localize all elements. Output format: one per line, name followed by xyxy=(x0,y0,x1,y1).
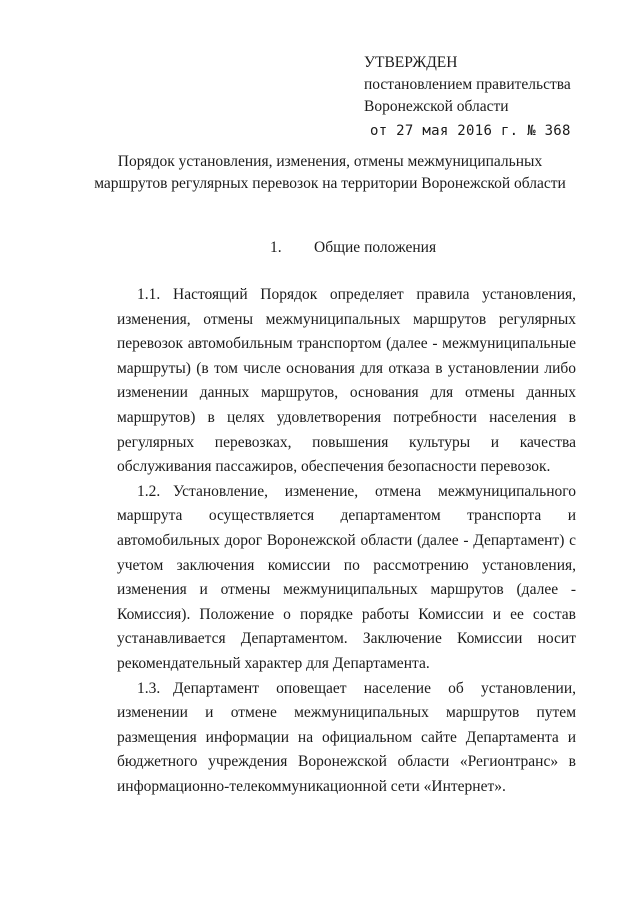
paragraph-number: 1.2. xyxy=(137,482,161,500)
paragraph-number: 1.3. xyxy=(137,679,161,697)
paragraph-1-2 xyxy=(117,480,576,677)
section-number: 1. xyxy=(270,239,282,256)
paragraph-text: Настоящий Порядок определяет правила установления, изменения, отмены межмуниципальных маршрутов регулярных перевозок автомобильным транспортом (далее - межмуниципальные маршруты) (в том числе основания для отказа в установлении либо изменении данных маршрутов, основания для отмены данных маршрутов) в целях удовлетворения потребности населения в регулярных перевозках, повышения культуры и качества обслуживания пассажиров, обеспечения безопасности перевозок. xyxy=(117,286,576,476)
paragraph-1-1 xyxy=(117,283,576,480)
section-heading xyxy=(270,237,436,259)
approval-block xyxy=(364,52,571,142)
paragraph-number: 1.1. xyxy=(137,286,161,303)
document-title: Порядок установления, изменения, отмены межмуниципальных маршрутов регулярных перевозок на территории Воронежской области xyxy=(94,153,566,192)
paragraph-text: Департамент оповещает население об установлении, изменении и отмене межмуниципальных маршрутов путем размещения информации на официальном сайте Департамента и бюджетного учреждения Воронежской области «Регионтранс» в информационно-телекоммуникационной сети «Интернет». xyxy=(117,679,576,795)
approval-line-2: Воронежской области xyxy=(364,98,509,115)
paragraph-1-3 xyxy=(117,677,576,800)
approval-line-1: постановлением правительства xyxy=(364,76,571,93)
approval-date-stamp: от 27 мая 2016 г. № 368 xyxy=(370,123,571,139)
approval-heading: УТВЕРЖДЕН xyxy=(364,54,458,71)
section-title: Общие положения xyxy=(314,239,437,256)
document-body xyxy=(117,283,576,799)
paragraph-text: Установление, изменение, отмена межмуниципального маршрута осуществляется департаментом транспорта и автомобильных дорог Воронежской области (далее - Департамент) с учетом заключения комиссии по рассмотрению установления, изменения и отмены межмуниципальных маршрутов (далее - Комиссия). Положение о порядке работы Комиссии и ее состав устанавливается Департаментом. Заключение Комиссии носит рекомендательный характер для Департамента. xyxy=(117,482,576,672)
